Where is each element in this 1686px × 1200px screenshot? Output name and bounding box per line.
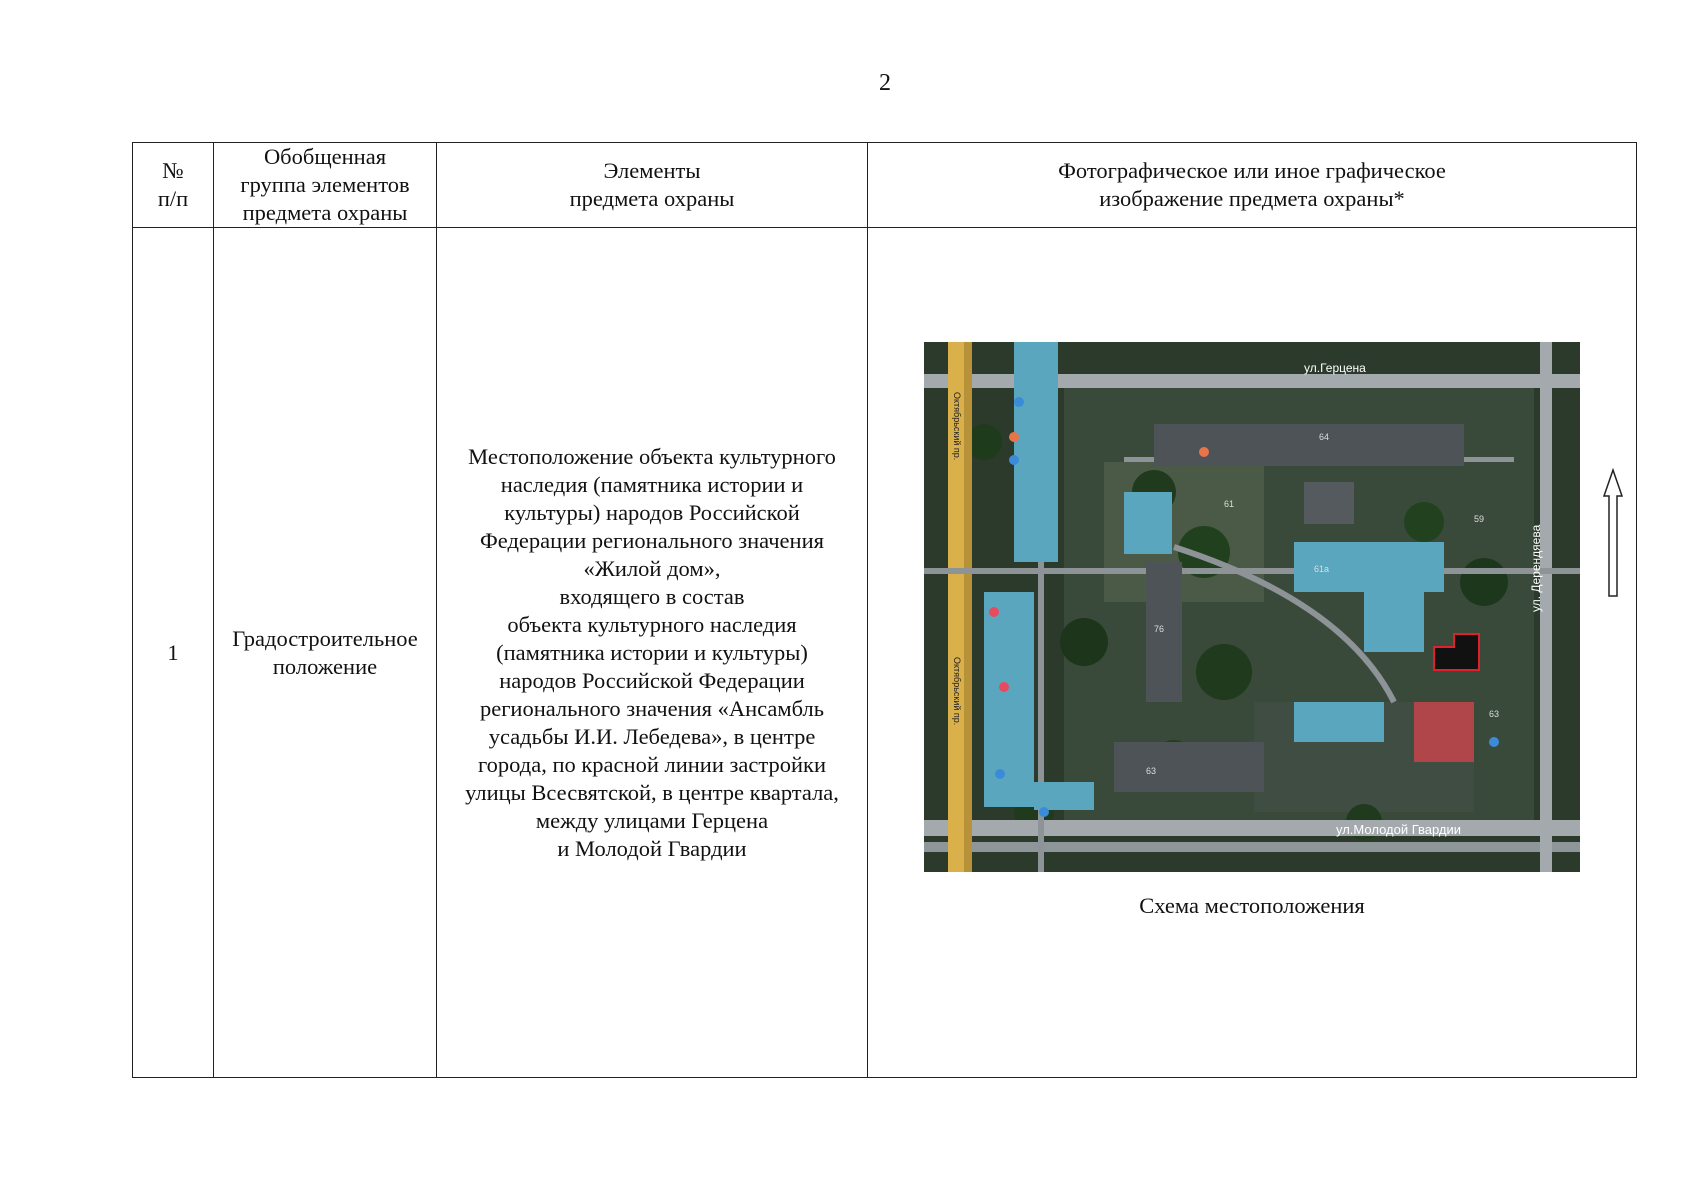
house-number: 64 xyxy=(1319,432,1330,442)
header-elements: Элементы предмета охраны xyxy=(437,143,868,228)
table-header-row xyxy=(133,143,1637,228)
page-number: 2 xyxy=(879,70,891,96)
house-number: 63 xyxy=(1146,766,1157,776)
house-number: 63 xyxy=(1489,709,1500,719)
house-number: 59 xyxy=(1474,514,1485,524)
satellite-map xyxy=(924,342,1580,872)
street-label-bottom: ул.Молодой Гвардии xyxy=(1336,822,1462,837)
header-group: Обобщенная группа элементов предмета охраны xyxy=(214,143,437,228)
row-elements: Местоположение объекта культурного наследия (памятника истории и культуры) народов Российской Федерации регионального значения «Жилой дом», входящего в состав объекта культурного наследия (памятника истории и культуры) народов Российской Федерации регионального значения «Ансамбль усадьбы И.И. Лебедева», в центре города, по красной линии застройки улицы Всесвятской, в центре квартала, между улицами Герцена и Молодой Гвардии xyxy=(437,228,868,1078)
location-map xyxy=(924,342,1580,872)
house-number: 76 xyxy=(1154,624,1165,634)
header-image: Фотографическое или иное графическое изображение предмета охраны* xyxy=(868,143,1637,228)
header-num: № п/п xyxy=(133,143,214,228)
house-number: 61 xyxy=(1224,499,1235,509)
house-number: 61а xyxy=(1314,564,1330,574)
street-label-top: ул.Герцена xyxy=(1304,361,1366,375)
street-label-left-2: Октябрьский пр. xyxy=(952,657,962,726)
table-row xyxy=(133,228,1637,1078)
row-group: Градостроительное положение xyxy=(214,228,437,1078)
row-num: 1 xyxy=(133,228,214,1078)
street-label-right: ул. Дерендяева xyxy=(1529,524,1543,612)
protection-table xyxy=(132,142,1637,1078)
street-label-left: Октябрьский пр. xyxy=(952,392,962,461)
row-image xyxy=(868,228,1637,1078)
map-caption: Схема местоположения xyxy=(1139,893,1365,918)
north-arrow-icon xyxy=(1602,468,1624,598)
